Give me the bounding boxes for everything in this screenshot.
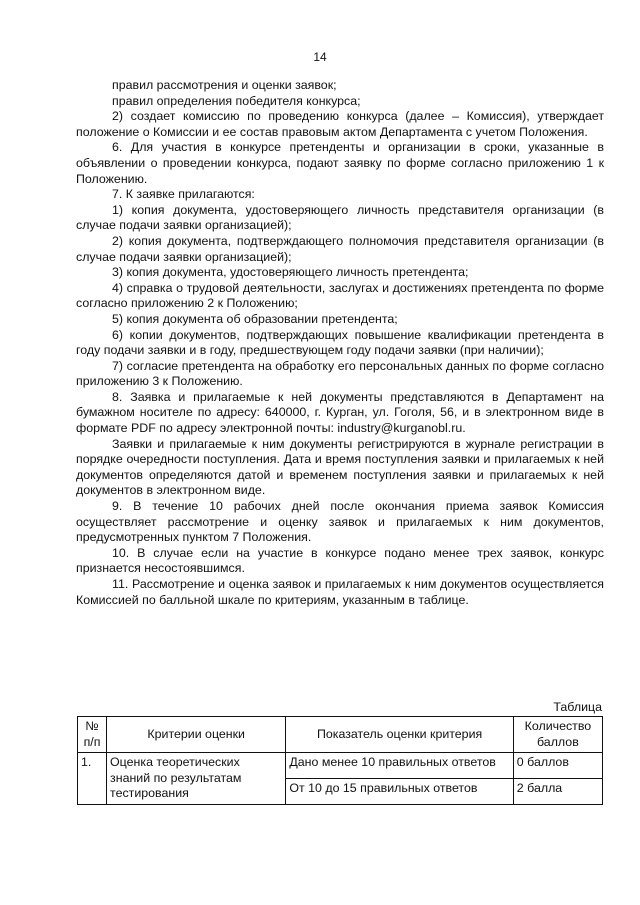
header-points: Количество баллов <box>513 717 602 753</box>
paragraph: правил определения победителя конкурса; <box>112 93 361 108</box>
paragraph: 6) копии документов, подтверждающих повышение квалификации претендента в году подачи заявки и в году, предшествующем году подачи заявки (при наличии); <box>76 327 604 358</box>
paragraph: 10. В случае если на участие в конкурсе подано менее трех заявок, конкурс признается несостоявшимся. <box>76 545 604 576</box>
header-num: № п/п <box>78 717 107 753</box>
criteria-table <box>77 716 603 805</box>
paragraph: 2) копия документа, подтверждающего полномочия представителя организации (в случае подачи заявки организацией); <box>76 233 604 264</box>
paragraph: 2) создает комиссию по проведению конкурса (далее – Комиссия), утверждает положение о Комиссии и ее состав правовым актом Департамента с учетом Положения. <box>76 109 604 139</box>
page-number: 14 <box>313 50 327 64</box>
table-caption: Таблица <box>553 700 602 714</box>
row-points: 2 балла <box>513 779 602 805</box>
table-header-row <box>78 717 603 753</box>
row-indicator: От 10 до 15 правильных ответов <box>286 779 513 805</box>
paragraph: 5) копия документа об образовании претендента; <box>112 311 398 326</box>
paragraph: 7) согласие претендента на обработку его персональных данных по форме согласно приложению 3 к Положению. <box>76 358 604 389</box>
paragraph: 8. Заявка и прилагаемые к ней документы представляются в Департамент на бумажном носителе по адресу: 640000, г. Курган, ул. Гоголя, 56, и в электронном виде в формате PDF по адресу электронной почты: industry@kurganobl.ru. <box>76 389 604 436</box>
paragraph: 11. Рассмотрение и оценка заявок и прилагаемых к ним документов осуществляется Комиссией по балльной шкале по критериям, указанным в таблице. <box>76 577 604 607</box>
header-indicator: Показатель оценки критерия <box>286 717 513 753</box>
paragraph: Заявки и прилагаемые к ним документы регистрируются в журнале регистрации в порядке очередности поступления. Дата и время поступления заявки и прилагаемых к ней документов определяются датой и временем поступления заявки и прилагаемых к ней документов в электронном виде. <box>76 436 604 498</box>
table-row <box>78 753 603 779</box>
paragraph: правил рассмотрения и оценки заявок; <box>112 78 337 92</box>
paragraph: 1) копия документа, удостоверяющего личность представителя организации (в случае подачи заявки организацией); <box>76 202 604 233</box>
row-indicator: Дано менее 10 правильных ответов <box>286 753 513 779</box>
row-num: 1. <box>78 753 107 805</box>
paragraph: 6. Для участия в конкурсе претенденты и организации в сроки, указанные в объявлении о проведении конкурса, подают заявку по форме согласно приложению 1 к Положению. <box>76 140 604 186</box>
row-points: 0 баллов <box>513 753 602 779</box>
row-criterion: Оценка теоретических знаний по результатам тестирования <box>107 753 286 805</box>
paragraph: 3) копия документа, удостоверяющего личность претендента; <box>112 265 469 280</box>
paragraph: 9. В течение 10 рабочих дней после окончания приема заявок Комиссия осуществляет рассмотрение и оценку заявок и прилагаемых к ним документов, предусмотренных пунктом 7 Положения. <box>76 499 604 545</box>
paragraph: 7. К заявке прилагаются: <box>112 187 255 202</box>
header-criterion: Критерии оценки <box>107 717 286 753</box>
document-body <box>76 78 604 608</box>
paragraph: 4) справка о трудовой деятельности, заслугах и достижениях претендента по форме согласно приложению 2 к Положению; <box>76 280 604 311</box>
